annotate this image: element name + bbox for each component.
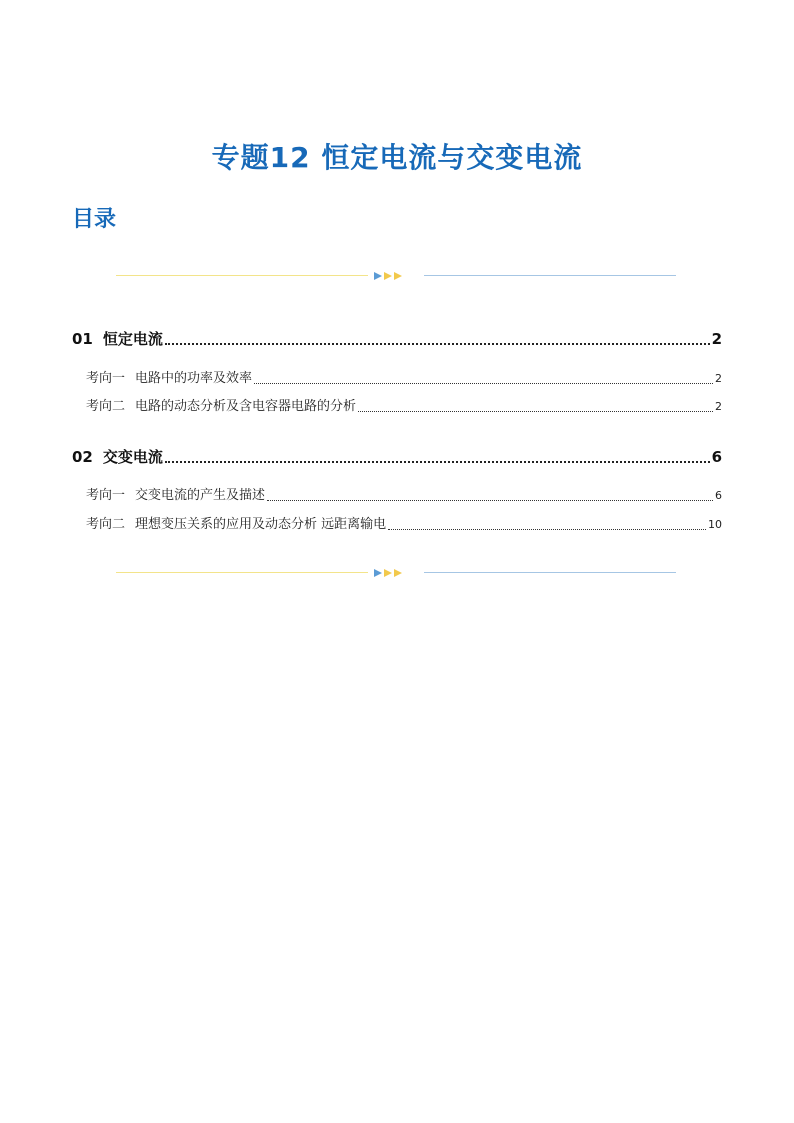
section-title: 交变电流的产生及描述: [135, 488, 266, 503]
page-title: 专题12 恒定电流与交变电流: [211, 141, 583, 174]
toc-section-1-1[interactable]: [86, 369, 722, 389]
bottom-divider: [116, 568, 676, 578]
divider-right-line: [424, 572, 676, 573]
toc-section-2-1[interactable]: [86, 486, 722, 506]
chapter-page-number: 6: [711, 448, 722, 466]
top-divider: [116, 271, 676, 281]
chapter-title: 恒定电流: [102, 330, 163, 348]
section-page-number: 10: [708, 518, 722, 531]
section-tag: 考向二: [86, 517, 126, 532]
divider-left-line: [116, 275, 368, 276]
section-title: 电路的动态分析及含电容器电路的分析: [135, 399, 357, 414]
dot-leader: [267, 500, 713, 501]
section-title: 电路中的功率及效率: [135, 371, 253, 386]
arrow-ornament-icon: [374, 568, 414, 578]
dot-leader: [388, 529, 706, 530]
toc-section-2-2[interactable]: [86, 515, 722, 535]
section-tag: 考向一: [86, 371, 126, 386]
section-page-number: 2: [715, 372, 722, 385]
toc-section-1-2[interactable]: [86, 397, 722, 417]
chapter-title: 交变电流: [102, 448, 163, 466]
arrow-ornament-icon: [374, 271, 414, 281]
chapter-number: 01: [72, 330, 93, 348]
chapter-number: 02: [72, 448, 93, 466]
section-tag: 考向一: [86, 488, 126, 503]
toc-chapter-2[interactable]: [72, 446, 722, 468]
divider-right-line: [424, 275, 676, 276]
section-page-number: 2: [715, 400, 722, 413]
section-page-number: 6: [715, 489, 722, 502]
dot-leader: [165, 461, 710, 463]
dot-leader: [358, 411, 713, 412]
toc-heading: 目录: [72, 207, 117, 232]
section-tag: 考向二: [86, 399, 126, 414]
section-title: 理想变压关系的应用及动态分析 远距离输电: [135, 517, 387, 532]
divider-left-line: [116, 572, 368, 573]
dot-leader: [254, 383, 713, 384]
toc-chapter-1[interactable]: [72, 328, 722, 350]
dot-leader: [165, 343, 710, 345]
chapter-page-number: 2: [711, 330, 722, 348]
